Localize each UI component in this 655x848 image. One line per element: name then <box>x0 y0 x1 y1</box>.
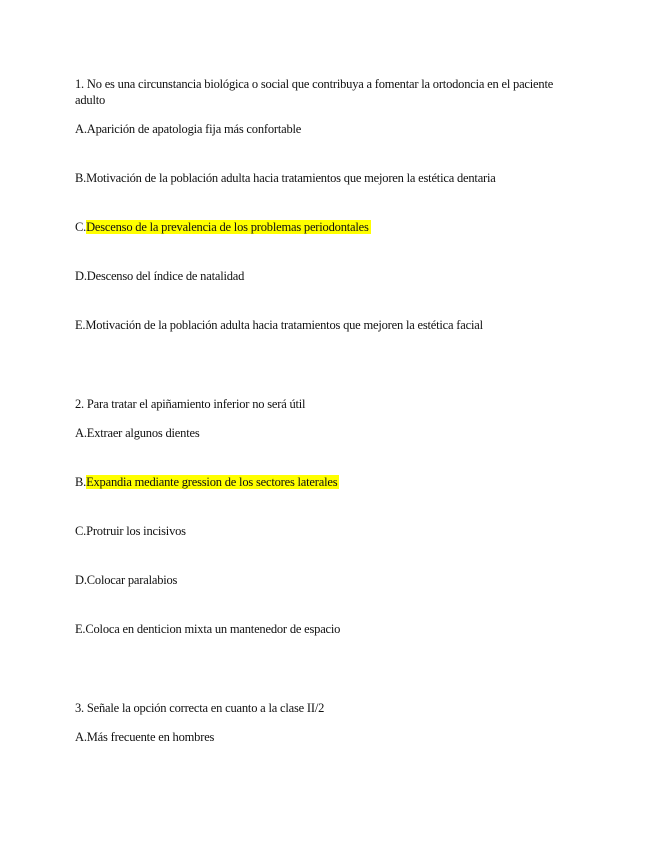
question-2-option-b <box>75 474 565 490</box>
option-text: Motivación de la población adulta hacia tratamientos que mejoren la estética facial <box>85 318 483 332</box>
question-1-stem: 1. No es una circunstancia biológica o social que contribuya a fomentar la ortodoncia en el paciente adulto <box>75 77 554 107</box>
question-1-option-c <box>75 219 565 235</box>
option-prefix: E. <box>75 318 86 332</box>
question-2-option-e <box>75 621 565 637</box>
option-text: Aparición de apatologia fija más confortable <box>86 122 302 136</box>
question-1-option-b <box>75 170 565 186</box>
option-prefix: D. <box>75 269 87 283</box>
question-1-option-d <box>75 268 565 284</box>
question-3-stem: 3. Señale la opción correcta en cuanto a la clase II/2 <box>75 701 325 715</box>
question-1-option-e <box>75 317 565 333</box>
option-prefix: C. <box>75 220 87 234</box>
question-2-option-c <box>75 523 565 539</box>
option-prefix: A. <box>75 426 87 440</box>
question-2-option-a <box>75 425 565 441</box>
option-text: Colocar paralabios <box>86 573 178 587</box>
question-3-option-a <box>75 729 565 745</box>
option-text: Más frecuente en hombres <box>86 730 215 744</box>
option-text: Extraer algunos dientes <box>86 426 200 440</box>
question-2-stem: 2. Para tratar el apiñamiento inferior no será útil <box>75 397 306 411</box>
option-text: Descenso del índice de natalidad <box>86 269 245 283</box>
option-text: Protruir los incisivos <box>86 524 186 538</box>
option-prefix: E. <box>75 622 86 636</box>
highlighted-option-text: Expandia mediante gression de los sectores laterales <box>86 475 338 489</box>
option-prefix: D. <box>75 573 87 587</box>
option-text: Coloca en denticion mixta un mantenedor de espacio <box>85 622 341 636</box>
option-prefix: A. <box>75 730 87 744</box>
question-1-option-a <box>75 121 565 137</box>
option-prefix: B. <box>75 171 87 185</box>
option-prefix: C. <box>75 524 87 538</box>
question-2-option-d <box>75 572 565 588</box>
option-prefix: B. <box>75 475 87 489</box>
option-prefix: A. <box>75 122 87 136</box>
highlighted-option-text: Descenso de la prevalencia de los problemas periodontales <box>86 220 369 234</box>
option-text: Motivación de la población adulta hacia tratamientos que mejoren la estética dentaria <box>86 171 496 185</box>
